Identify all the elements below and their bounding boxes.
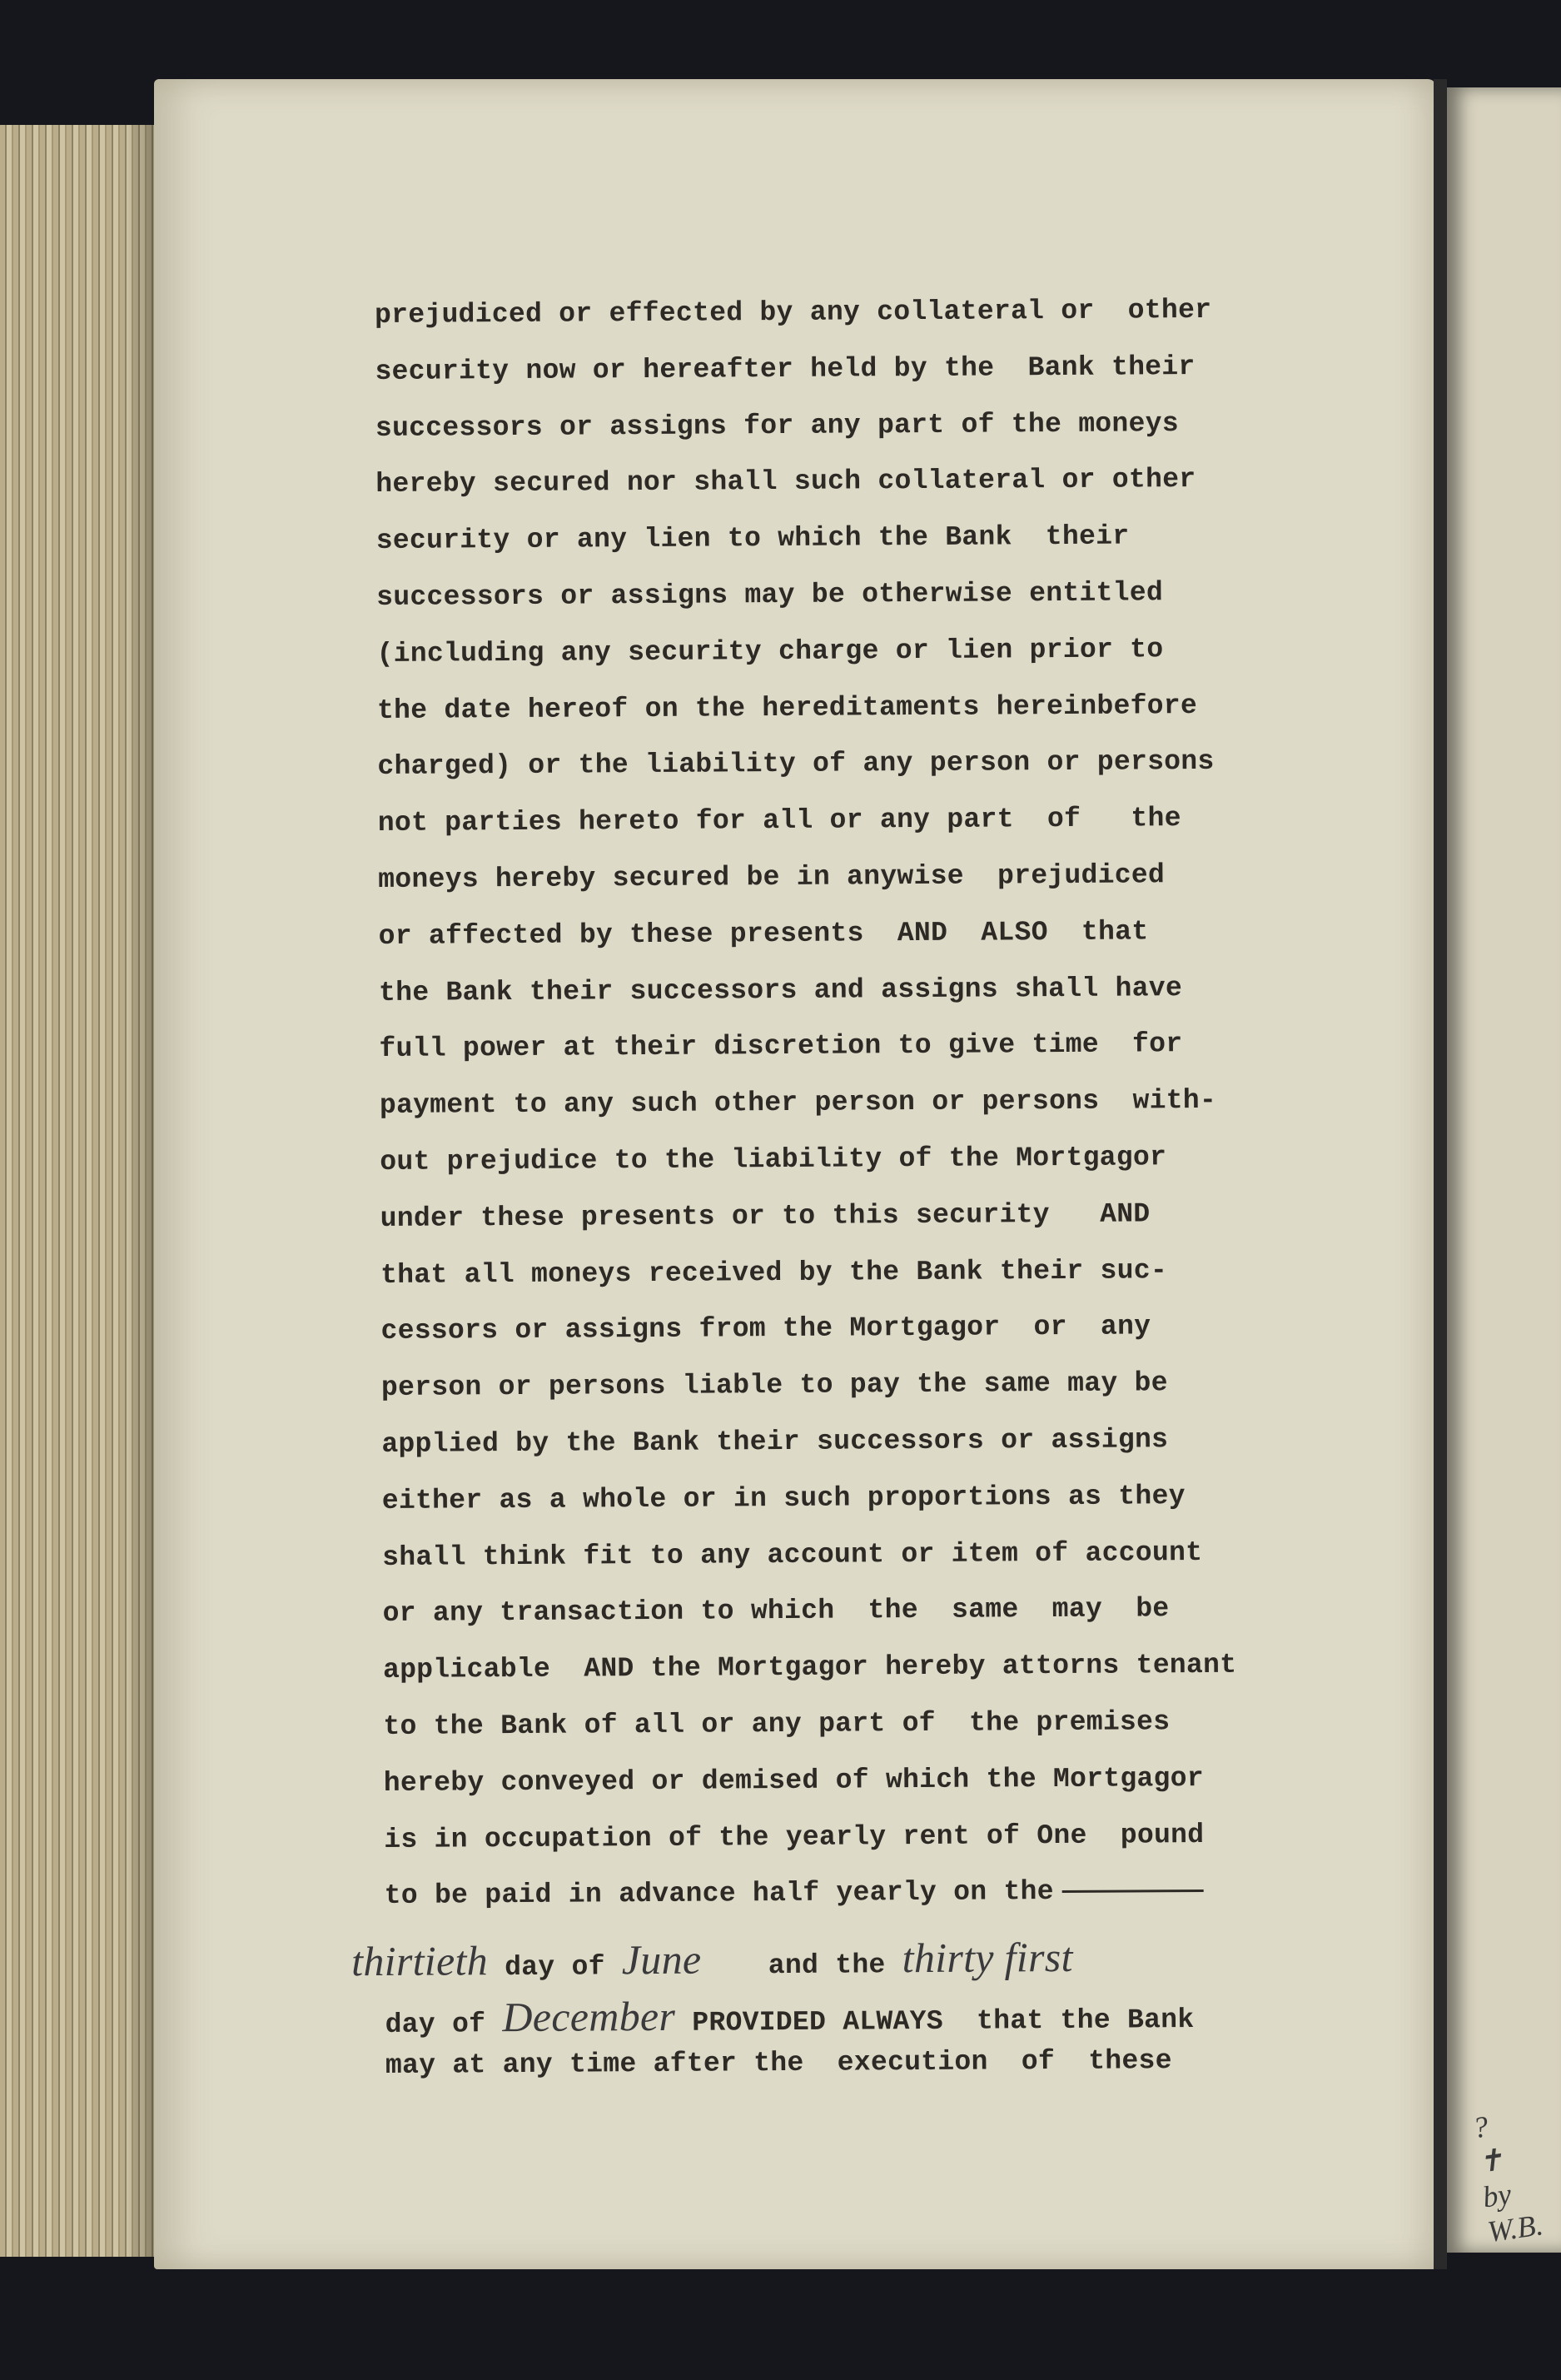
text-line: to the Bank of all or any part of the premises xyxy=(383,1706,1171,1742)
text-line: successors or assigns for any part of the moneys xyxy=(375,407,1180,444)
typed-text: PROVIDED ALWAYS that the Bank xyxy=(675,2004,1195,2039)
facing-page xyxy=(1444,87,1561,2253)
text-line: hereby conveyed or demised of which the Mortgagor xyxy=(383,1762,1205,1799)
typed-text: and the xyxy=(701,1949,902,1982)
margin-initials: ? ✝ by W.B. xyxy=(1470,2109,1545,2249)
text-line: successors or assigns may be otherwise entitled xyxy=(376,577,1164,613)
text-line: or any transaction to which the same may be xyxy=(382,1593,1170,1630)
text-line: moneys hereby secured be in anywise prejudiced xyxy=(378,859,1166,895)
text-line: that all moneys received by the Bank their suc- xyxy=(380,1254,1168,1291)
text-line: cessors or assigns from the Mortgagor or any xyxy=(380,1311,1151,1347)
text-line-dates xyxy=(351,1933,1073,1985)
typed-text: day of xyxy=(385,2009,503,2040)
text-line: prejudiced or effected by any collateral or other xyxy=(375,294,1212,331)
text-line xyxy=(385,1989,1194,2042)
text-line: full power at their discretion to give time for xyxy=(379,1028,1183,1065)
text-line: applied by the Bank their successors or assigns xyxy=(381,1424,1169,1460)
text-line: shall think fit to any account or item of account xyxy=(382,1536,1203,1573)
text-line: not parties hereto for all or any part of the xyxy=(377,803,1181,839)
text-line: charged) or the liability of any person or persons xyxy=(377,746,1215,783)
text-line: the date hereof on the hereditaments hereinbefore xyxy=(376,690,1198,726)
text-line: payment to any such other person or persons with- xyxy=(379,1085,1217,1122)
text-line: security now or hereafter held by the Bank their xyxy=(375,351,1196,387)
book-gutter xyxy=(1434,79,1447,2269)
text-line-content: to be paid in advance half yearly on the xyxy=(384,1876,1054,1912)
text-line: security or any lien to which the Bank their xyxy=(375,520,1130,557)
blank-rule xyxy=(1062,1890,1204,1893)
text-line: or affected by these presents AND ALSO that xyxy=(378,916,1149,952)
handwritten-month: December xyxy=(502,1992,676,2041)
handwritten-day: thirty first xyxy=(902,1934,1073,1982)
text-line: either as a whole or in such proportions as they xyxy=(381,1480,1186,1516)
text-line: may at any time after the execution of these xyxy=(385,2044,1172,2081)
text-line: under these presents or to this security AND xyxy=(380,1198,1151,1234)
handwritten-month: June xyxy=(621,1935,702,1984)
text-line: person or persons liable to pay the same may be xyxy=(380,1367,1168,1404)
text-line: out prejudice to the liability of the Mortgagor xyxy=(380,1142,1167,1178)
text-line xyxy=(385,1875,1204,1911)
text-line: is in occupation of the yearly rent of One pound xyxy=(384,1819,1205,1855)
handwritten-day: thirtieth xyxy=(351,1937,489,1985)
text-line: (including any security charge or lien prior to xyxy=(376,634,1164,670)
typed-text: day of xyxy=(487,1951,622,1984)
text-line: the Bank their successors and assigns shall have xyxy=(378,972,1183,1008)
text-line: applicable AND the Mortgagor hereby attorns tenant xyxy=(382,1649,1237,1686)
text-line: hereby secured nor shall such collateral or other xyxy=(375,464,1196,500)
